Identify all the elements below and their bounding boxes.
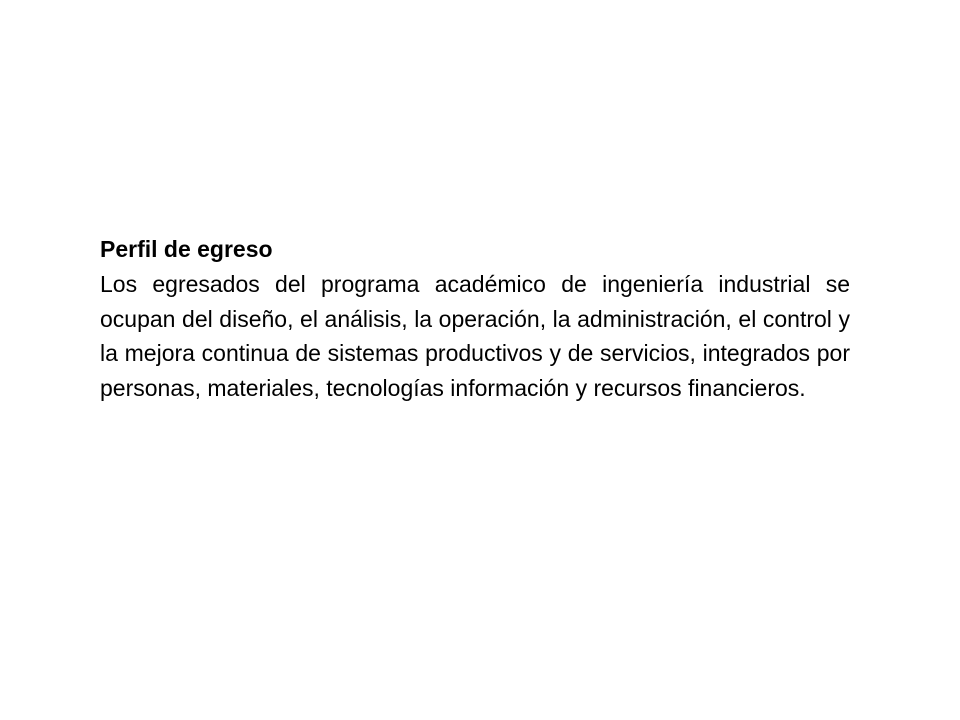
body-paragraph: Los egresados del programa académico de ingeniería industrial se ocupan del diseño, el análisis, la operación, la administración, el control y la mejora continua de sistemas productivos y de servicios, integrados por personas, materiales, tecnologías información y recursos financieros. [100, 270, 850, 402]
text-block [100, 232, 850, 406]
section-heading: Perfil de egreso [100, 236, 273, 262]
